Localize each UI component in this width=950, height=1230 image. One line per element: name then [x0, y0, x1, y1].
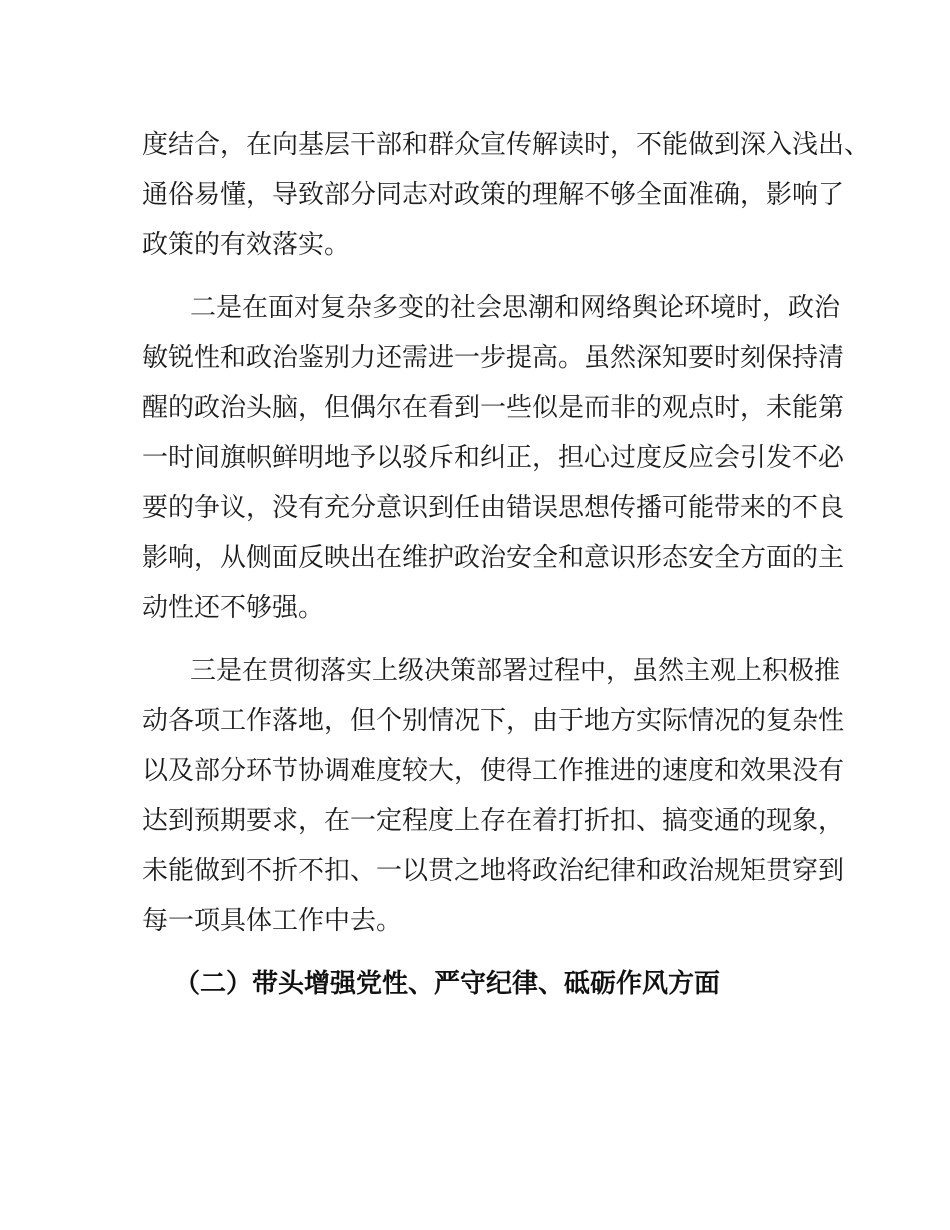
paragraph-line: 一时间旗帜鲜明地予以驳斥和纠正，担心过度反应会引发不必	[142, 443, 845, 473]
paragraph-line: 二是在面对复杂多变的社会思潮和网络舆论环境时，政治	[190, 293, 841, 323]
paragraph-line: 政策的有效落实。	[142, 230, 351, 260]
paragraph-line: 要的争议，没有充分意识到任由错误思想传播可能带来的不良	[142, 493, 845, 523]
paragraph-line: 每一项具体工作中去。	[142, 906, 403, 936]
section-heading: （二）带头增强党性、严守纪律、砥砺作风方面	[174, 969, 721, 999]
paragraph-line: 醒的政治头脑，但偶尔在看到一些似是而非的观点时，未能第	[142, 393, 845, 423]
paragraph-line: 通俗易懂，导致部分同志对政策的理解不够全面准确，影响了	[142, 180, 845, 210]
paragraph-line: 动性还不够强。	[142, 593, 325, 623]
paragraph-line: 以及部分环节协调难度较大，使得工作推进的速度和效果没有	[142, 756, 845, 786]
paragraph-line: 三是在贯彻落实上级决策部署过程中，虽然主观上积极推	[190, 656, 841, 686]
paragraph-line: 影响，从侧面反映出在维护政治安全和意识形态安全方面的主	[142, 543, 845, 573]
paragraph-line: 度结合，在向基层干部和群众宣传解读时，不能做到深入浅出、	[142, 130, 871, 160]
paragraph-line: 达到预期要求，在一定程度上存在着打折扣、搞变通的现象，	[142, 806, 845, 836]
paragraph-line: 敏锐性和政治鉴别力还需进一步提高。虽然深知要时刻保持清	[142, 343, 845, 373]
paragraph-line: 未能做到不折不扣、一以贯之地将政治纪律和政治规矩贯穿到	[142, 856, 845, 886]
paragraph-line: 动各项工作落地，但个别情况下，由于地方实际情况的复杂性	[142, 706, 845, 736]
